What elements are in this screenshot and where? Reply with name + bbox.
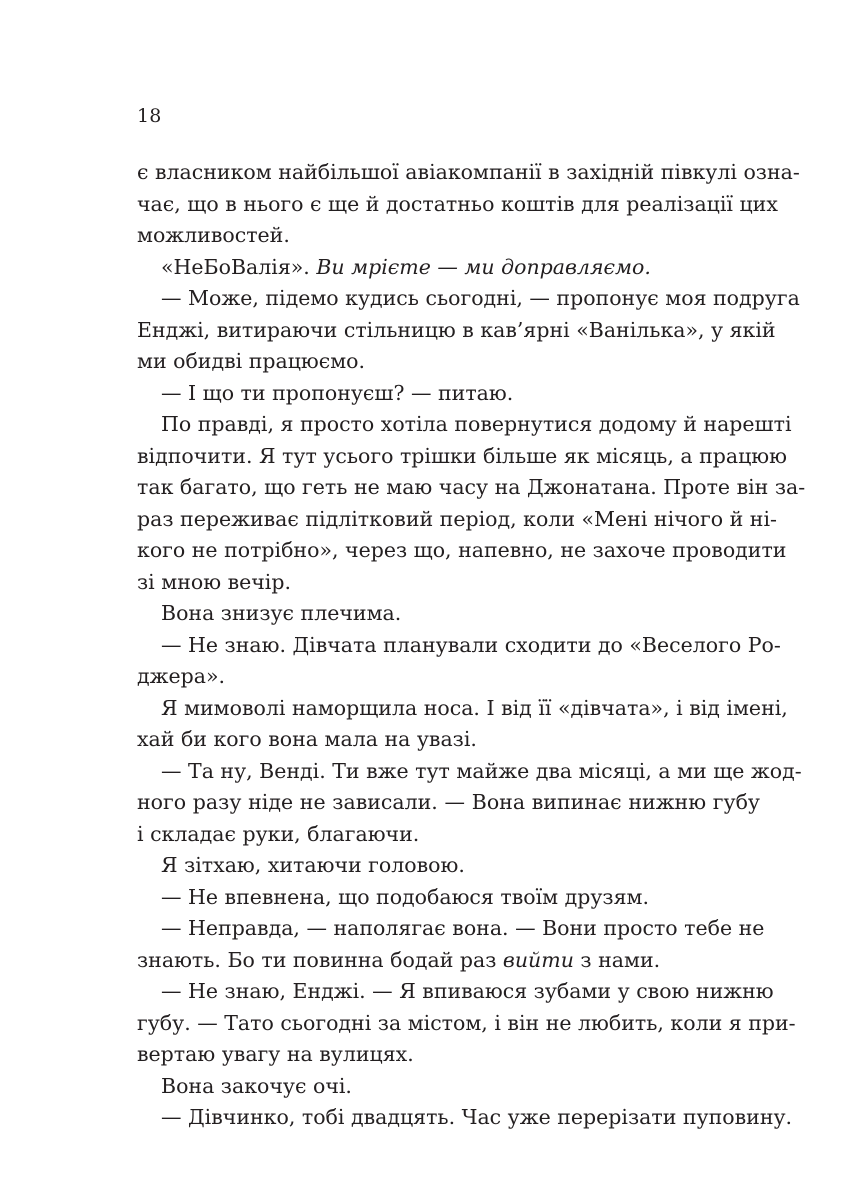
text-line xyxy=(137,189,778,221)
italic-phrase: Ви мрієте — ми доправляємо. xyxy=(316,254,651,279)
text-line xyxy=(137,157,800,189)
text-line xyxy=(137,693,788,725)
text-line xyxy=(137,1039,760,1071)
text-line-content: є власником найбільшої авіакомпанії в західній півкулі озна- xyxy=(137,160,800,184)
text-line xyxy=(137,756,802,788)
page-number: 18 xyxy=(137,105,162,127)
text-line-content: Вона закочує очі. xyxy=(161,1073,352,1098)
text-line xyxy=(137,283,800,315)
text-line xyxy=(137,472,806,504)
text-line xyxy=(137,1071,760,1103)
text-line-content: Вона знизує плечима. xyxy=(161,601,402,625)
text-line-content: чає, що в нього є ще й достатньо коштів для реалізації цих xyxy=(137,191,778,216)
text-line-content: — Неправда, — наполягає вона. — Вони просто тебе не xyxy=(161,916,765,940)
text-line xyxy=(137,630,781,662)
text-line xyxy=(137,1102,793,1134)
text-line xyxy=(137,252,760,284)
text-line-content: — Та ну, Венді. Ти вже тут майже два місяці, а ми ще жод- xyxy=(161,758,802,783)
text-line-content: — Дівчинко, тобі двадцять. Час уже перерізати пуповину. xyxy=(161,1105,793,1129)
text-line-content: і складає руки, благаючи. xyxy=(137,821,420,846)
text-line-content: зі мною вечір. xyxy=(137,569,291,594)
italic-phrase: вийти xyxy=(502,947,574,972)
text-line-content: Енджі, витираючи стільницю в кав’ярні «Ванілька», у якій xyxy=(137,317,776,342)
text-line-content: Я зітхаю, хитаючи головою. xyxy=(161,853,465,877)
text-line-content: відпочити. Я тут усього трішки більше як місяць, а працюю xyxy=(137,443,787,468)
text-line-content: ного разу ніде не зависали. — Вона випинає нижню губу xyxy=(137,790,760,814)
text-line xyxy=(137,819,760,851)
text-line xyxy=(137,346,760,378)
text-line-content: вертаю увагу на вулицях. xyxy=(137,1042,414,1066)
text-line xyxy=(137,976,774,1008)
text-line-content: губу. — Тато сьогодні за містом, і він не любить, коли я при- xyxy=(137,1010,796,1035)
text-line xyxy=(137,1008,796,1040)
text-line-content: — І що ти пропонуєш? — питаю. xyxy=(161,380,514,405)
text-line-content: «НеБоВалія». xyxy=(161,254,317,279)
text-line xyxy=(137,441,787,473)
text-line xyxy=(137,882,760,914)
text-line-content: — Може, підемо кудись сьогодні, — пропонує моя подруга xyxy=(161,286,800,310)
text-line xyxy=(137,598,760,630)
text-line xyxy=(137,378,760,410)
text-line xyxy=(137,220,760,252)
text-line-content: — Не впевнена, що подобаюся твоїм друзям. xyxy=(161,884,649,909)
text-line xyxy=(137,724,760,756)
text-line xyxy=(137,661,760,693)
text-line-content: Я мимоволі наморщила носа. І від її «дівчата», і від імені, xyxy=(161,695,788,720)
text-line xyxy=(137,913,765,945)
text-line-content: По правді, я просто хотіла повернутися додому й нарешті xyxy=(161,412,792,436)
text-line-content: — Не знаю, Енджі. — Я впиваюся зубами у свою нижню xyxy=(161,979,774,1003)
text-line-content: знають. Бо ти повинна бодай раз xyxy=(137,947,503,972)
text-line xyxy=(137,315,776,347)
body-text xyxy=(137,157,806,1134)
text-line-content: — Не знаю. Дівчата планували сходити до «Веселого Ро- xyxy=(161,632,781,657)
text-line-content: ми обидві працюємо. xyxy=(137,349,366,373)
text-line xyxy=(137,409,792,441)
text-line-tail: з нами. xyxy=(573,947,661,972)
text-line xyxy=(137,504,777,536)
text-line-content: хай би кого вона мала на увазі. xyxy=(137,727,477,751)
text-line-content: джера». xyxy=(137,664,226,688)
text-line xyxy=(137,787,760,819)
text-line-content: раз переживає підлітковий період, коли «Мені нічого й ні- xyxy=(137,506,777,531)
text-line-content: кого не потрібно», через що, напевно, не захоче проводити xyxy=(137,538,787,562)
text-line-content: так багато, що геть не маю часу на Джонатана. Проте він за- xyxy=(137,475,806,499)
text-line xyxy=(137,945,760,977)
text-line-content: можливостей. xyxy=(137,223,290,247)
text-line xyxy=(137,850,760,882)
text-line xyxy=(137,535,787,567)
text-line xyxy=(137,567,760,599)
